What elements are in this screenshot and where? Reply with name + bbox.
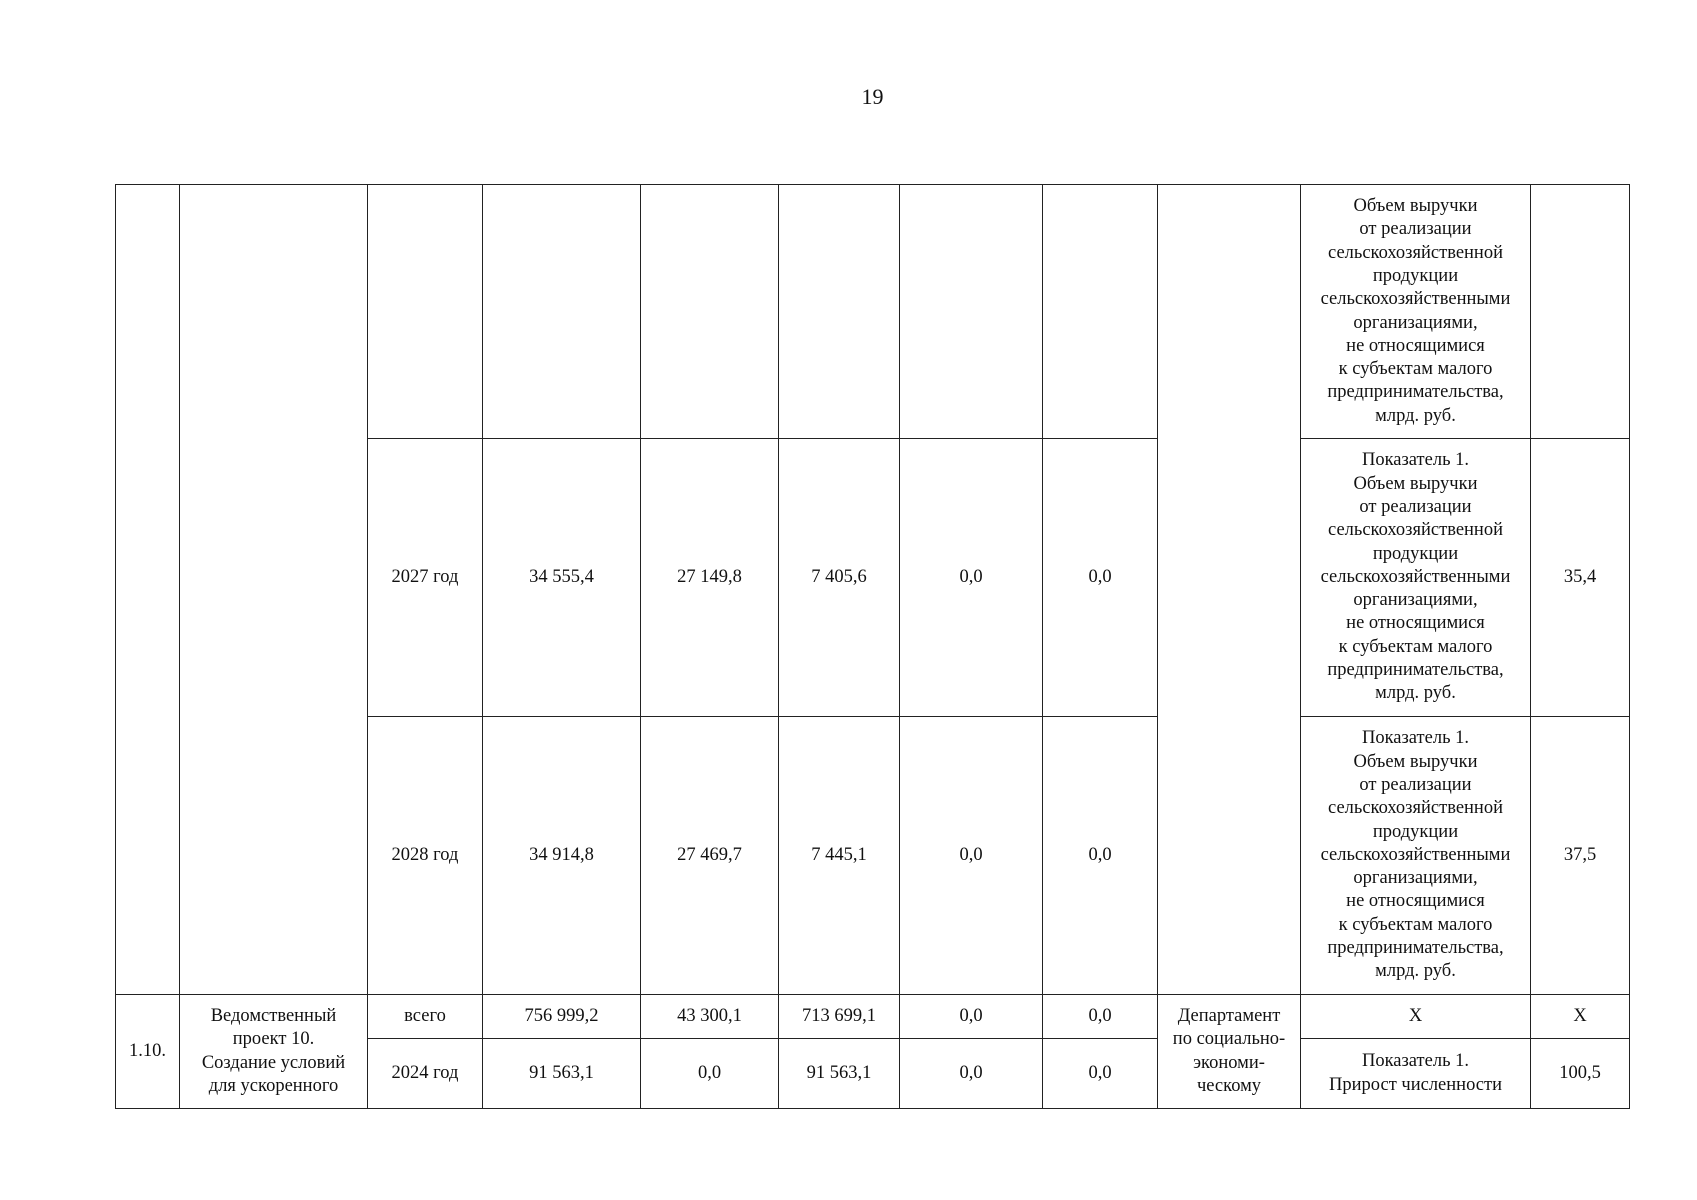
amount-cell xyxy=(641,185,779,439)
indicator-line: млрд. руб. xyxy=(1375,683,1456,704)
amount-cell: 756 999,2 xyxy=(483,995,641,1039)
amount-cell: 27 469,7 xyxy=(641,717,779,995)
indicator-line: продукции xyxy=(1372,543,1459,564)
value-cell xyxy=(1531,185,1630,439)
amount-cell: 0,0 xyxy=(900,439,1043,717)
indicator-line: Прирост численности xyxy=(1329,1074,1502,1095)
amount-cell: 91 563,1 xyxy=(779,1039,900,1109)
amount-cell xyxy=(779,185,900,439)
amount-cell: 0,0 xyxy=(641,1039,779,1109)
program-table xyxy=(115,184,1630,1109)
indicator-line: продукции xyxy=(1372,821,1459,842)
indicator-line: предпринимательства, xyxy=(1327,382,1504,403)
indicator-line: от реализации xyxy=(1359,496,1472,517)
indicator-cell: X xyxy=(1301,995,1531,1039)
department-cell xyxy=(1158,995,1301,1109)
indicator-line: организациями, xyxy=(1353,312,1478,333)
amount-cell: 713 699,1 xyxy=(779,995,900,1039)
amount-cell: 0,0 xyxy=(900,995,1043,1039)
indicator-line: млрд. руб. xyxy=(1375,405,1456,426)
indicator-line: Показатель 1. xyxy=(1361,1051,1470,1072)
indicator-line: предпринимательства, xyxy=(1327,938,1504,959)
indicator-line: от реализации xyxy=(1359,774,1472,795)
department-cell xyxy=(1158,185,1301,995)
name-line: для ускоренного xyxy=(208,1075,339,1096)
indicator-line: организациями, xyxy=(1353,868,1478,889)
amount-cell: 0,0 xyxy=(1043,717,1158,995)
department-line: по социально- xyxy=(1172,1029,1286,1050)
name-cell xyxy=(180,185,368,995)
department-line: ческому xyxy=(1196,1075,1262,1096)
indicator-line: Объем выручки xyxy=(1353,473,1478,494)
amount-cell: 0,0 xyxy=(1043,439,1158,717)
amount-cell: 0,0 xyxy=(900,717,1043,995)
amount-cell xyxy=(483,185,641,439)
number-cell: 1.10. xyxy=(116,995,180,1109)
amount-cell: 0,0 xyxy=(900,1039,1043,1109)
number-cell xyxy=(116,185,180,995)
indicator-line: организациями, xyxy=(1353,590,1478,611)
indicator-line: сельскохозяйственными xyxy=(1320,566,1511,587)
department-line: экономи- xyxy=(1193,1052,1265,1073)
table-row xyxy=(116,995,1630,1039)
indicator-line: Объем выручки xyxy=(1353,196,1478,217)
period-cell xyxy=(368,185,483,439)
amount-cell: 34 914,8 xyxy=(483,717,641,995)
amount-cell: 7 445,1 xyxy=(779,717,900,995)
period-cell: всего xyxy=(368,995,483,1039)
amount-cell xyxy=(900,185,1043,439)
name-cell xyxy=(180,995,368,1109)
indicator-cell xyxy=(1301,185,1531,439)
indicator-cell xyxy=(1301,717,1531,995)
amount-cell: 7 405,6 xyxy=(779,439,900,717)
amount-cell: 43 300,1 xyxy=(641,995,779,1039)
amount-cell: 91 563,1 xyxy=(483,1039,641,1109)
amount-cell: 34 555,4 xyxy=(483,439,641,717)
period-cell: 2024 год xyxy=(368,1039,483,1109)
department-line: Департамент xyxy=(1177,1005,1281,1026)
table-row xyxy=(116,185,1630,439)
indicator-line: сельскохозяйственной xyxy=(1328,798,1503,819)
page-number: 19 xyxy=(861,84,884,109)
amount-cell xyxy=(1043,185,1158,439)
indicator-line: не относящимися xyxy=(1346,891,1485,912)
indicator-line: сельскохозяйственными xyxy=(1320,844,1511,865)
indicator-line: сельскохозяйственной xyxy=(1328,520,1503,541)
indicator-line: млрд. руб. xyxy=(1375,961,1456,982)
indicator-line: к субъектам малого xyxy=(1338,914,1493,935)
indicator-line: Показатель 1. xyxy=(1361,450,1470,471)
indicator-line: не относящимися xyxy=(1346,335,1485,356)
value-cell: 37,5 xyxy=(1531,717,1630,995)
indicator-line: сельскохозяйственной xyxy=(1328,242,1503,263)
indicator-line: к субъектам малого xyxy=(1338,359,1493,380)
name-line: Ведомственный xyxy=(210,1005,337,1026)
period-cell: 2028 год xyxy=(368,717,483,995)
indicator-line: не относящимися xyxy=(1346,613,1485,634)
value-cell: 35,4 xyxy=(1531,439,1630,717)
value-cell: X xyxy=(1531,995,1630,1039)
indicator-cell xyxy=(1301,1039,1531,1109)
indicator-line: Объем выручки xyxy=(1353,751,1478,772)
indicator-line: продукции xyxy=(1372,265,1459,286)
value-cell: 100,5 xyxy=(1531,1039,1630,1109)
period-cell: 2027 год xyxy=(368,439,483,717)
indicator-line: к субъектам малого xyxy=(1338,636,1493,657)
indicator-line: предпринимательства, xyxy=(1327,660,1504,681)
indicator-line: сельскохозяйственными xyxy=(1320,289,1511,310)
indicator-line: Показатель 1. xyxy=(1361,728,1470,749)
amount-cell: 0,0 xyxy=(1043,1039,1158,1109)
name-line: Создание условий xyxy=(201,1052,346,1073)
name-line: проект 10. xyxy=(232,1029,315,1050)
indicator-line: от реализации xyxy=(1359,219,1472,240)
amount-cell: 0,0 xyxy=(1043,995,1158,1039)
amount-cell: 27 149,8 xyxy=(641,439,779,717)
indicator-cell xyxy=(1301,439,1531,717)
